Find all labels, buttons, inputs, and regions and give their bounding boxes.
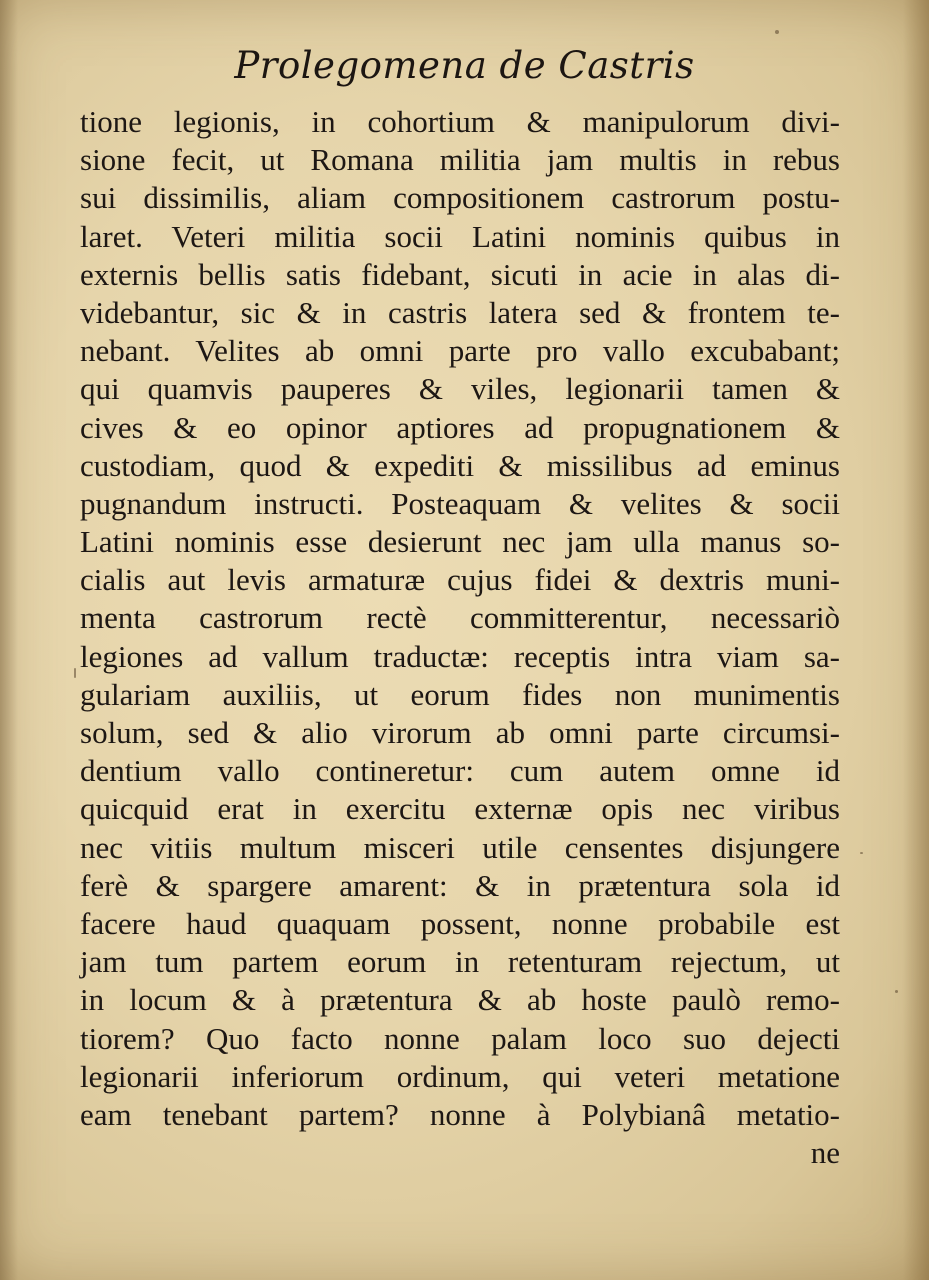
- text-line: sione fecit, ut Romana militia jam multis in rebus: [80, 142, 840, 178]
- text-line: cives & eo opinor aptiores ad propugnationem &: [80, 409, 840, 445]
- catchword: ne: [810, 1135, 840, 1171]
- text-line: Latini nominis esse desierunt nec jam ulla manus so-: [80, 524, 840, 560]
- text-line: in locum & à prætentura & ab hoste paulò remo-: [80, 982, 840, 1018]
- text-line: jam tum partem eorum in retenturam rejectum, ut: [80, 944, 840, 980]
- text-line: laret. Veteri militia socii Latini nominis quibus in: [80, 218, 840, 254]
- text-line: dentium vallo contineretur: cum autem omne id: [80, 753, 840, 789]
- paper-speck: [860, 852, 863, 854]
- text-line: custodiam, quod & expediti & missilibus ad eminus: [80, 447, 840, 483]
- text-line: gulariam auxiliis, ut eorum fides non munimentis: [80, 676, 840, 712]
- text-line: cialis aut levis armaturæ cujus fidei & dextris muni-: [80, 562, 840, 598]
- text-line: facere haud quaquam possent, nonne probabile est: [80, 905, 840, 941]
- text-line: pugnandum instructi. Posteaquam & velites & socii: [80, 485, 840, 521]
- text-line: menta castrorum rectè committerentur, necessariò: [80, 600, 840, 636]
- text-line: videbantur, sic & in castris latera sed & frontem te-: [80, 294, 840, 330]
- text-line: tiorem? Quo facto nonne palam loco suo dejecti: [80, 1020, 840, 1056]
- paper-speck: [895, 990, 898, 993]
- text-line: externis bellis satis fidebant, sicuti in acie in alas di-: [80, 256, 840, 292]
- text-line: ferè & spargere amarent: & in prætentura sola id: [80, 867, 840, 903]
- paper-speck: [74, 668, 76, 678]
- text-line: nebant. Velites ab omni parte pro vallo excubabant;: [80, 333, 840, 369]
- text-line: eam tenebant partem? nonne à Polybianâ metatio-: [80, 1096, 840, 1132]
- text-line: quicquid erat in exercitu externæ opis nec viribus: [80, 791, 840, 827]
- text-line: legionarii inferiorum ordinum, qui veteri metatione: [80, 1058, 840, 1094]
- paper-speck: [775, 30, 779, 34]
- text-line: sui dissimilis, aliam compositionem castrorum postu-: [80, 180, 840, 216]
- text-line: solum, sed & alio virorum ab omni parte circumsi-: [80, 715, 840, 750]
- text-line: legiones ad vallum traductæ: receptis intra viam sa-: [80, 638, 840, 674]
- text-line: qui quamvis pauperes & viles, legionarii tamen &: [80, 371, 840, 407]
- running-head: Prolegomena de Castris: [234, 44, 695, 87]
- text-line: tione legionis, in cohortium & manipulorum divi-: [80, 104, 840, 139]
- text-line: nec vitiis multum misceri utile censentes disjungere: [80, 829, 840, 865]
- body-text: [80, 103, 840, 1172]
